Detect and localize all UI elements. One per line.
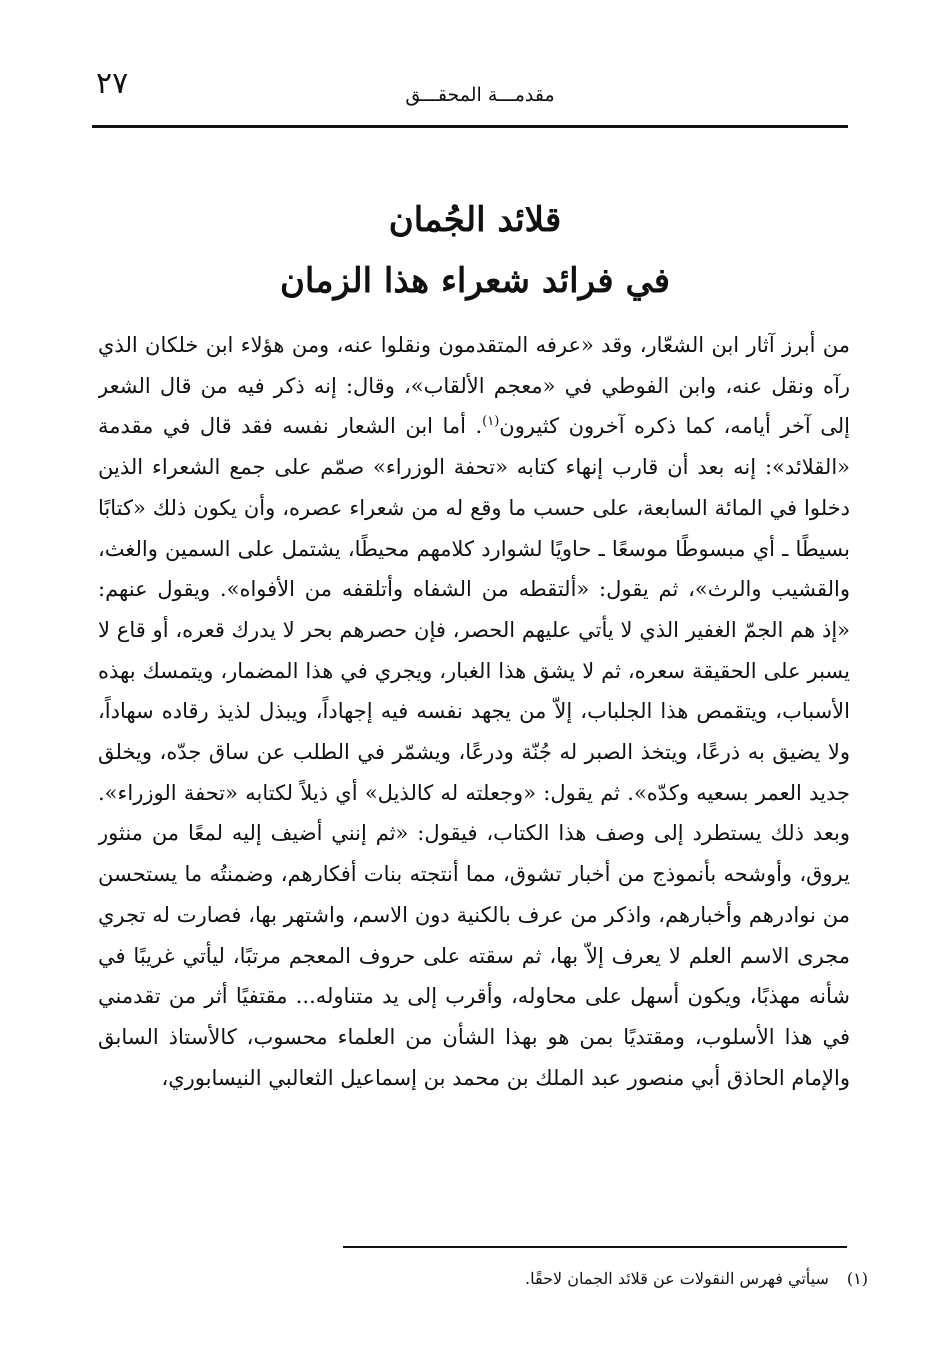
footnote-reference: (١): [482, 414, 500, 430]
body-text-part-2: . أما ابن الشعار نفسه فقد قال في مقدمة «القلائد»: إنه بعد أن قارب إنهاء كتابه «تحفة الوزراء» صمّم على جمع الشعراء الذين دخلوا في المائة السابعة، على حسب ما وقع له من شعراء عصره، وأن يكون ذلك «كتابًا بسيطًا ـ أي مبسوطًا موسعًا ـ حاويًا لشوارد كلامهم محيطًا، يشتمل على السمين والغث، والقشيب والرث»، ثم يقول: «ألتقطه من الشفاه وأتلقفه من الأفواه». ويقول عنهم: «إذ هم الجمّ الغفير الذي لا يأتي عليهم الحصر، فإن حصرهم بحر لا يدرك قعره، أو قاع لا يسبر على الحقيقة سعره، ثم لا يشق هذا الغبار، ويجري في هذا المضمار، ويتمسك بهذه الأسباب، ويتقمص هذا الجلباب، إلاّ من يجهد نفسه فيه إجهاداً، ويبذل لذيذ رقاده سهاداً، ولا يضيق به ذرعًا، ويتخذ الصبر له جُنّة ودرعًا، ويشمّر في الطلب عن ساق جدّه، ويخلق جديد العمر بسعيه وكدّه». ثم يقول: «وجعلته له كالذيل» أي ذيلاً لكتابه «تحفة الوزراء». وبعد ذلك يستطرد إلى وصف هذا الكتاب، فيقول: «ثم إنني أضيف إليه لمعًا من منثور يروق، وأوشحه بأنموذج من أخبار تشوق، مما أنتجته بنات أفكارهم، وضمنتُه ما يستحسن من نوادرهم وأخبارهم، واذكر من عرف بالكنية دون الاسم، واشتهر بها، فصارت له تجري مجرى الاسم العلم لا يعرف إلاّ بها، ثم سقته على حروف المعجم مرتبًا، ليأتي غريبًا في شأنه مهذبًا، ويكون أسهل على محاوله، وأقرب إلى يد متناوله... مقتفيًا أثر من تقدمني في هذا الأسلوب، ومقتديًا بمن هو بهذا الشأن من العلماء محسوب، كالأستاذ السابق والإمام الحاذق أبي منصور عبد الملك بن محمد بن إسماعيل الثعالبي النيسابوري،: [98, 414, 850, 1090]
chapter-title: قلائد الجُمان: [388, 200, 562, 240]
footnote-marker: (١): [846, 1269, 868, 1288]
footnote-text: سيأتي فهرس النقولات عن قلائد الجمان لاحقًا.: [525, 1269, 829, 1288]
page-number: ٢٧: [96, 66, 129, 101]
chapter-subtitle: في فرائد شعراء هذا الزمان: [279, 261, 671, 301]
body-paragraph: [98, 325, 850, 1185]
body-text-part-1: من أبرز آثار ابن الشعّار، وقد «عرفه المتقدمون ونقلوا عنه، ومن هؤلاء ابن خلكان الذي رآه ونقل عنه، وابن الفوطي في «معجم الألقاب»، وقال: إنه ذكر فيه من قال الشعر إلى آخر أيامه، كما ذكره آخرون كثيرون: [98, 333, 850, 439]
running-head: مقدمـــة المحقـــق: [405, 84, 555, 106]
header-rule: [92, 125, 848, 128]
footnote-rule: [343, 1246, 847, 1248]
footnote: [300, 1266, 868, 1292]
